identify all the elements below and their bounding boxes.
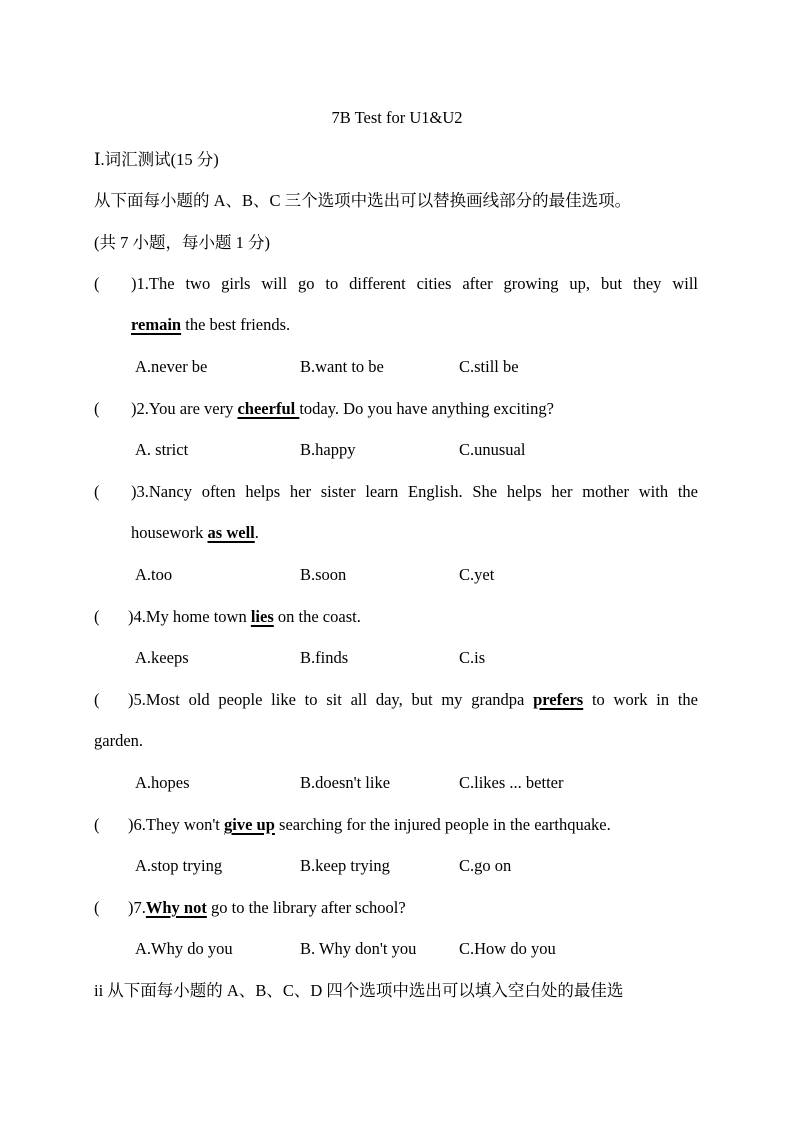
underlined-word: give up	[224, 815, 275, 834]
question-4-option-a: A.keeps	[135, 648, 189, 667]
question-3-option-a: A.too	[135, 565, 173, 584]
question-7-option-b: B. Why don't you	[300, 939, 417, 958]
question-text: You are very	[148, 399, 238, 418]
question-5-option-a: A.hopes	[135, 773, 190, 792]
question-text: They won't	[145, 815, 225, 834]
question-number: )3.	[131, 482, 149, 501]
question-2-option-b: B.happy	[300, 440, 356, 459]
underlined-word: Why not	[145, 898, 207, 917]
section2-heading: ii 从下面每小题的 A、B、C、D 四个选项中选出可以填入空白处的最佳选	[94, 981, 624, 1000]
question-number: )5.	[128, 690, 146, 709]
question-text: housework	[131, 523, 208, 542]
question-2-option-a: A. strict	[135, 440, 189, 459]
answer-blank: (	[94, 815, 100, 834]
question-5-option-b: B.doesn't like	[300, 773, 391, 792]
question-5	[94, 690, 698, 710]
question-3	[94, 482, 698, 502]
underlined-word: prefers	[533, 690, 584, 709]
question-6-option-a: A.stop trying	[135, 856, 223, 875]
question-7-option-c: C.How do you	[459, 939, 556, 958]
underlined-word: as well	[207, 523, 255, 542]
answer-blank: (	[94, 690, 100, 709]
question-number: )4.	[128, 607, 146, 626]
question-text: Most old people like to sit all day, but my grandpa	[145, 690, 534, 709]
underlined-word: cheerful	[237, 399, 300, 418]
question-6-option-b: B.keep trying	[300, 856, 390, 875]
question-number: )7.	[128, 898, 146, 917]
question-5-option-c: C.likes ... better	[459, 773, 564, 792]
question-text-post: to work in the	[583, 690, 698, 709]
question-6	[94, 815, 611, 835]
section1-instruction-line1: 从下面每小题的 A、B、C 三个选项中选出可以替换画线部分的最佳选项。	[94, 191, 632, 210]
question-1-option-a: A.never be	[135, 357, 208, 376]
question-1-option-c: C.still be	[459, 357, 519, 376]
question-text-post: today. Do you have anything exciting?	[299, 399, 554, 418]
question-6-option-c: C.go on	[459, 856, 512, 875]
question-3-option-b: B.soon	[300, 565, 347, 584]
question-5-continuation: garden.	[94, 731, 144, 750]
question-text: My home town	[145, 607, 251, 626]
question-3-continuation	[131, 523, 259, 543]
question-3-option-c: C.yet	[459, 565, 495, 584]
page-title: 7B Test for U1&U2	[331, 108, 463, 127]
question-4	[94, 607, 361, 627]
question-4-option-b: B.finds	[300, 648, 349, 667]
question-1	[94, 274, 698, 294]
question-text-post: on the coast.	[273, 607, 361, 626]
answer-blank: (	[94, 607, 100, 626]
underlined-word: lies	[250, 607, 274, 626]
question-number: )6.	[128, 815, 146, 834]
answer-blank: (	[94, 898, 100, 917]
question-text-post: searching for the injured people in the earthquake.	[274, 815, 611, 834]
answer-blank: (	[94, 274, 100, 293]
answer-blank: (	[94, 482, 100, 501]
question-7	[94, 898, 406, 918]
question-number: )2.	[131, 399, 149, 418]
underlined-word: remain	[131, 315, 182, 334]
question-2	[94, 399, 554, 419]
section1-heading: Ⅰ.词汇测试(15 分)	[94, 150, 219, 169]
question-1-continuation	[131, 315, 290, 335]
question-7-option-a: A.Why do you	[135, 939, 233, 958]
question-number: )1.	[131, 274, 149, 293]
answer-blank: (	[94, 399, 100, 418]
question-text-post: .	[254, 523, 259, 542]
question-text-post: go to the library after school?	[206, 898, 406, 917]
question-1-option-b: B.want to be	[300, 357, 384, 376]
question-2-option-c: C.unusual	[459, 440, 526, 459]
question-text: the best friends.	[181, 315, 291, 334]
section1-instruction-line2: (共 7 小题，每小题 1 分)	[94, 233, 270, 252]
question-text: Nancy often helps her sister learn English. She helps her mother with the	[148, 482, 698, 501]
question-4-option-c: C.is	[459, 648, 486, 667]
question-text: The two girls will go to different cities after growing up, but they will	[148, 274, 698, 293]
